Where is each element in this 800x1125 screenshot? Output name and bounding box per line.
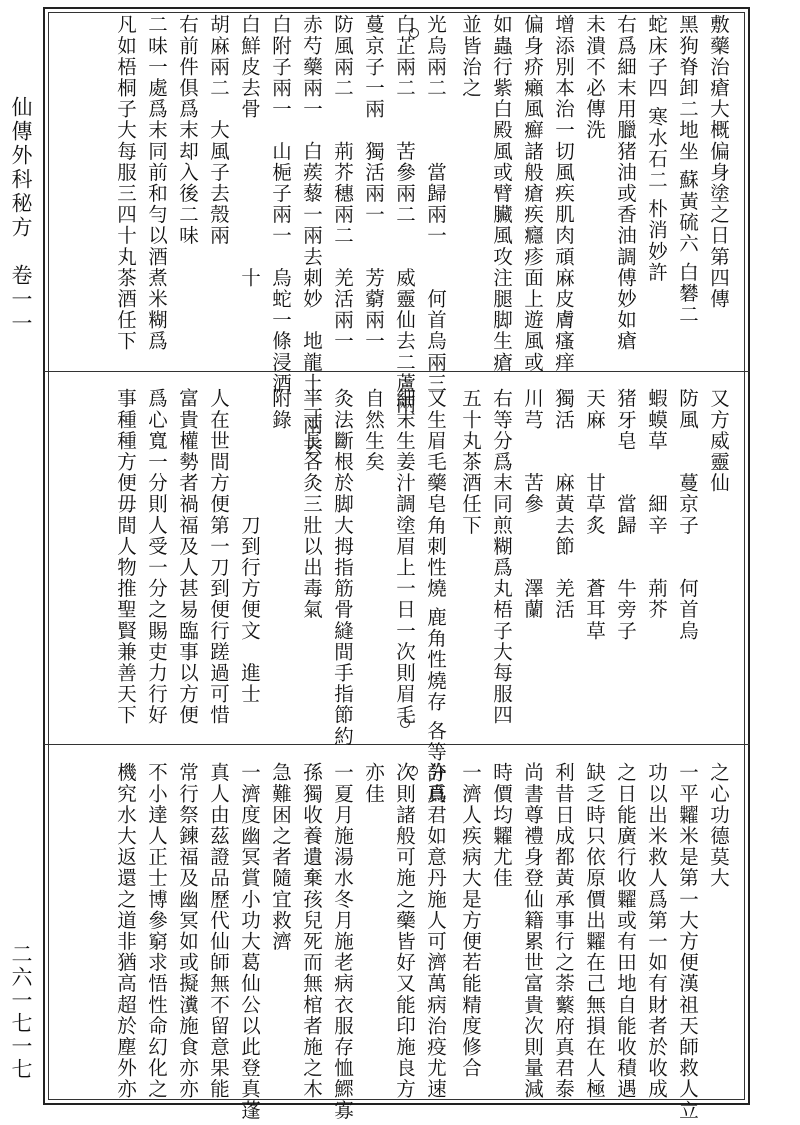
text-column: 蔓京子一兩 獨活兩一 芳藭兩一	[362, 14, 385, 352]
text-column: 蛇床子四 寒水石二 朴消妙許	[645, 14, 668, 283]
text-column: 敷藥治瘡大概偏身塗之日第四傳	[707, 14, 730, 310]
text-column: 亦佳	[362, 762, 385, 805]
text-column: 之心功德莫大	[707, 762, 730, 889]
text-column: 附錄	[269, 388, 292, 431]
text-column: 如蟲行紫白殿風或臂臟風攻注腿脚生瘡	[490, 14, 513, 373]
text-column: 右等分爲末同煎糊爲丸梧子大每服四	[490, 388, 513, 726]
text-column: 偏身疥癩風癬諸般瘡疾癮疹面上遊風或	[521, 14, 544, 373]
text-column: 右爲細末用臘猪油或香油調傅妙如瘡	[614, 14, 637, 352]
text-column: 尚書尊禮身登仙籍累世富貴次則量減	[521, 762, 544, 1100]
text-column: 未潰不必傳洗	[583, 14, 606, 141]
text-column: 富貴權勢者禍福及人甚易臨事以方便	[176, 388, 199, 726]
text-column: 二味一處爲末同前和勻以酒煮米糊爲	[145, 14, 168, 352]
text-column: 機究水大返還之道非猶高超於塵外亦	[114, 762, 137, 1100]
text-column: 胡麻兩二 大風子去殼兩	[207, 14, 230, 247]
text-column: 一濟人疾病大是方便若能精度修合	[459, 762, 482, 1079]
text-column: 五十丸茶酒任下	[459, 388, 482, 536]
text-column: 常行祭鍊福及幽冥如或擬瀵施食亦亦	[176, 762, 199, 1100]
text-column: 刀到行方便文 進士	[238, 388, 261, 705]
text-column: 白芷兩二 苦參兩二 威靈仙去二蘆兩	[393, 14, 416, 415]
text-column: 一濟度幽冥賞小功大葛仙公以此登真蓬	[238, 762, 261, 1121]
text-column: 次則諸般可施之藥皆好又能印施良方	[393, 762, 416, 1100]
text-column: 獨活 麻黃去節 羌活	[552, 388, 575, 621]
text-column: 之日能廣行收糶或有田地自能收積遇	[614, 762, 637, 1100]
section-divider-2	[44, 744, 750, 745]
text-column: 事種種方便毋間人物推聖賢兼善天下	[114, 388, 137, 726]
text-column: 人在世間方便第一刀到便行蹉過可惜	[207, 388, 230, 726]
text-column: 白鮮皮去骨 十	[238, 14, 261, 289]
text-column: 防風兩二 荊芥穗兩二 羌活兩一	[331, 14, 354, 352]
text-column: 許真君如意丹施人可濟萬病治疫尤速	[424, 762, 447, 1100]
text-column: 赤芍藥兩一 白蒺藜一兩去刺妙 地龍土二兩去	[300, 14, 323, 458]
text-column: 時價均糶尤佳	[490, 762, 513, 889]
text-column: 並皆治之	[459, 14, 482, 99]
text-column: 功以出米救人爲第一如有財者於收成	[645, 762, 668, 1100]
text-column: 一夏月施湯水冬月施老病衣服存恤鰥寡	[331, 762, 354, 1121]
text-column: 右前件俱爲末却入後二味	[176, 14, 199, 247]
text-column: 天麻 甘草炙 蒼耳草	[583, 388, 606, 642]
text-column: 白附子兩一 山梔子兩一 烏蛇一條浸酒	[269, 14, 292, 394]
text-column: 蝦蟆草 細辛 荊芥	[645, 388, 668, 621]
margin-book-title: 仙傳外科秘方 卷一一	[9, 96, 33, 336]
text-column: 孫獨收養遺棄孩兒死而無棺者施之木	[300, 762, 323, 1100]
text-column: 又生眉毛藥皂角刺性燒 鹿角性燒存 各等分爲	[424, 388, 447, 805]
text-column: 半寸長各灸三壯以出毒氣	[300, 388, 323, 621]
text-column: 灸法斷根於脚大拇指筋骨縫間手指節約	[331, 388, 354, 747]
margin-page-number: 二六一七一七	[9, 943, 33, 1081]
text-column: 細末生姜汁調塗眉上一日一次則眉毛	[393, 388, 416, 726]
text-column: 爲心寬一分則人受一分之賜吏力行好	[145, 388, 168, 726]
text-column: 不小達人正士博參窮求悟性命幻化之	[145, 762, 168, 1100]
text-column: 一平糶米是第一大方便漢祖天師救人立	[676, 762, 699, 1121]
text-column: 又方威靈仙	[707, 388, 730, 494]
text-column: 自然生矣	[362, 388, 385, 473]
text-column: 黑狗脊卸二地坐 蘇黃硫六 白礬二	[676, 14, 699, 325]
text-column: 急難困之者隨宜救濟	[269, 762, 292, 952]
text-column: 真人由茲證品歷代仙師無不留意果能	[207, 762, 230, 1100]
text-column: 缺乏時只依原價出糶在己無損在人極	[583, 762, 606, 1100]
text-column: 凡如梧桐子大每服三四十丸茶酒任下	[114, 14, 137, 352]
text-column: 增添別本治一切風疾肌肉頑麻皮膚瘙痒	[552, 14, 575, 373]
text-column: 防風 蔓京子 何首烏	[676, 388, 699, 642]
text-column: 光烏兩二 當歸兩一 何首烏兩三	[424, 14, 447, 394]
text-column: 猪牙皂 當歸 牛旁子	[614, 388, 637, 642]
text-column: 川芎 苦參 澤蘭	[521, 388, 544, 621]
text-column: 利昔日成都黃承事行之荼蘩府真君泰	[552, 762, 575, 1100]
